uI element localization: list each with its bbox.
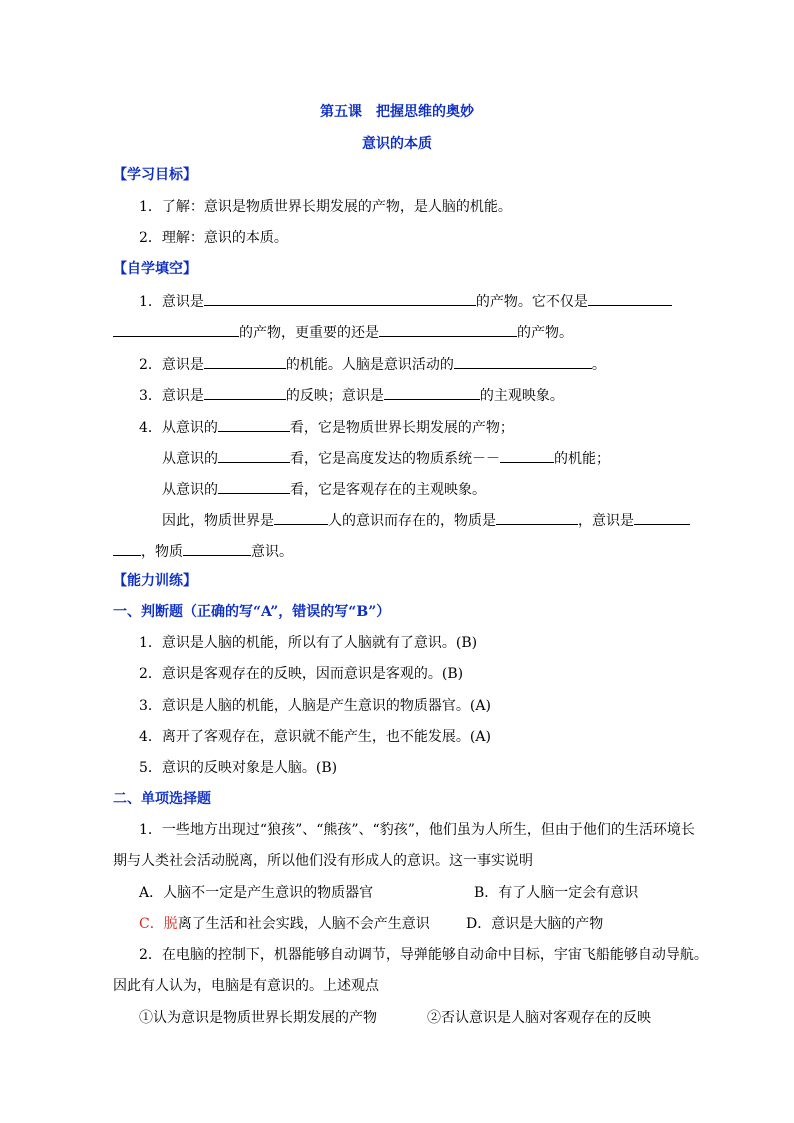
fill-blank <box>588 290 672 306</box>
page-title: 第五课 把握思维的奥妙 <box>320 104 474 120</box>
goal-item: 2．理解：意识的本质。 <box>139 230 288 246</box>
fill-q4-line4 <box>162 509 690 531</box>
self-study-heading: 【自学填空】 <box>113 261 197 277</box>
choice-q2-line1: 2．在电脑的控制下，机器能够自动调节，导弹能够自动命中目标，宇宙飞船能够自动导航。 <box>139 947 708 963</box>
fill-text: 的主观映象。 <box>479 388 564 404</box>
page-subtitle: 意识的本质 <box>362 136 432 152</box>
choice-q1-option-d: D．意识是大脑的产物 <box>466 916 604 932</box>
training-heading: 【能力训练】 <box>113 573 197 589</box>
fill-text: 人的意识而存在的，物质是 <box>328 513 496 529</box>
choice-q1-option-c <box>139 914 430 934</box>
fill-blank <box>496 509 578 525</box>
judge-item: 5．意识的反映对象是人脑。(B) <box>139 760 338 776</box>
judge-item: 4．离开了客观存在，意识就不能产生，也不能发展。(A) <box>139 729 491 745</box>
fill-text: ，物质 <box>141 544 183 560</box>
fill-text: 4．从意识的 <box>139 420 218 436</box>
choice-heading: 二、单项选择题 <box>113 791 211 807</box>
fill-blank <box>454 353 592 369</box>
fill-blank <box>274 509 328 525</box>
fill-q1-line2 <box>113 321 573 343</box>
fill-text: 的反映；意识是 <box>285 388 384 404</box>
fill-q4-line5 <box>113 540 293 562</box>
fill-text: 的产物。 <box>517 325 573 341</box>
choice-q2-option-1: ①认为意识是物质世界长期发展的产物 <box>139 1010 377 1026</box>
fill-blank <box>634 509 690 525</box>
judge-item: 2．意识是客观存在的反映，因而意识是客观的。(B) <box>139 666 464 682</box>
judge-item: 3．意识是人脑的机能，人脑是产生意识的物质器官。(A) <box>139 698 491 714</box>
choice-q2-line2: 因此有人认为，电脑是有意识的。上述观点 <box>113 978 379 994</box>
fill-q4-line3 <box>162 478 486 500</box>
choice-q1-option-b: B．有了人脑一定会有意识 <box>474 885 639 901</box>
fill-text: 2．意识是 <box>139 357 204 373</box>
fill-blank <box>113 321 239 337</box>
fill-text: 3．意识是 <box>139 388 204 404</box>
fill-q2 <box>139 353 606 375</box>
fill-text: 从意识的 <box>162 482 218 498</box>
fill-text: ，意识是 <box>578 513 634 529</box>
fill-text: 因此，物质世界是 <box>162 513 274 529</box>
fill-q4-line2 <box>162 447 610 469</box>
fill-text: 。 <box>591 357 606 373</box>
choice-q1-option-a: A．人脑不一定是产生意识的物质器官 <box>139 885 374 901</box>
answer-mark: C．脱 <box>139 916 178 932</box>
choice-q1-line1: 1．一些地方出现过“狼孩”、“熊孩”、“豹孩”，他们虽为人所生，但由于他们的生活环境长 <box>139 822 695 838</box>
fill-text: 看，它是客观存在的主观映象。 <box>290 482 486 498</box>
choice-q2-option-2: ②否认意识是人脑对客观存在的反映 <box>427 1010 651 1026</box>
fill-blank <box>113 540 141 556</box>
fill-blank <box>204 353 286 369</box>
fill-text: 的机能。人脑是意识活动的 <box>285 357 454 373</box>
fill-text: 意识。 <box>251 544 293 560</box>
fill-q3 <box>139 384 564 406</box>
fill-blank <box>183 540 251 556</box>
fill-blank <box>379 321 517 337</box>
fill-blank <box>218 478 290 494</box>
fill-blank <box>204 290 476 306</box>
fill-blank <box>500 447 554 463</box>
fill-blank <box>218 416 290 432</box>
goals-heading: 【学习目标】 <box>113 167 197 183</box>
judge-item: 1．意识是人脑的机能，所以有了人脑就有了意识。(B) <box>139 635 478 651</box>
fill-text: 1．意识是 <box>139 294 204 310</box>
fill-text: 的产物，更重要的还是 <box>239 325 379 341</box>
fill-text: 的产物。它不仅是 <box>475 294 588 310</box>
fill-text: 看，它是高度发达的物质系统－－ <box>290 451 500 467</box>
goal-item: 1．了解：意识是物质世界长期发展的产物，是人脑的机能。 <box>139 199 512 215</box>
fill-text: 从意识的 <box>162 451 218 467</box>
fill-q4-line1 <box>139 416 514 438</box>
judge-heading: 一、判断题（正确的写“A”，错误的写“B”） <box>113 604 391 620</box>
fill-blank <box>204 384 286 400</box>
option-text: 离了生活和社会实践，人脑不会产生意识 <box>177 916 430 932</box>
fill-text: 的机能； <box>554 451 610 467</box>
fill-blank <box>218 447 290 463</box>
fill-text: 看，它是物质世界长期发展的产物； <box>289 420 514 436</box>
fill-q1-line1 <box>139 290 672 312</box>
choice-q1-line2: 期与人类社会活动脱离，所以他们没有形成人的意识。这一事实说明 <box>113 853 533 869</box>
fill-blank <box>384 384 480 400</box>
